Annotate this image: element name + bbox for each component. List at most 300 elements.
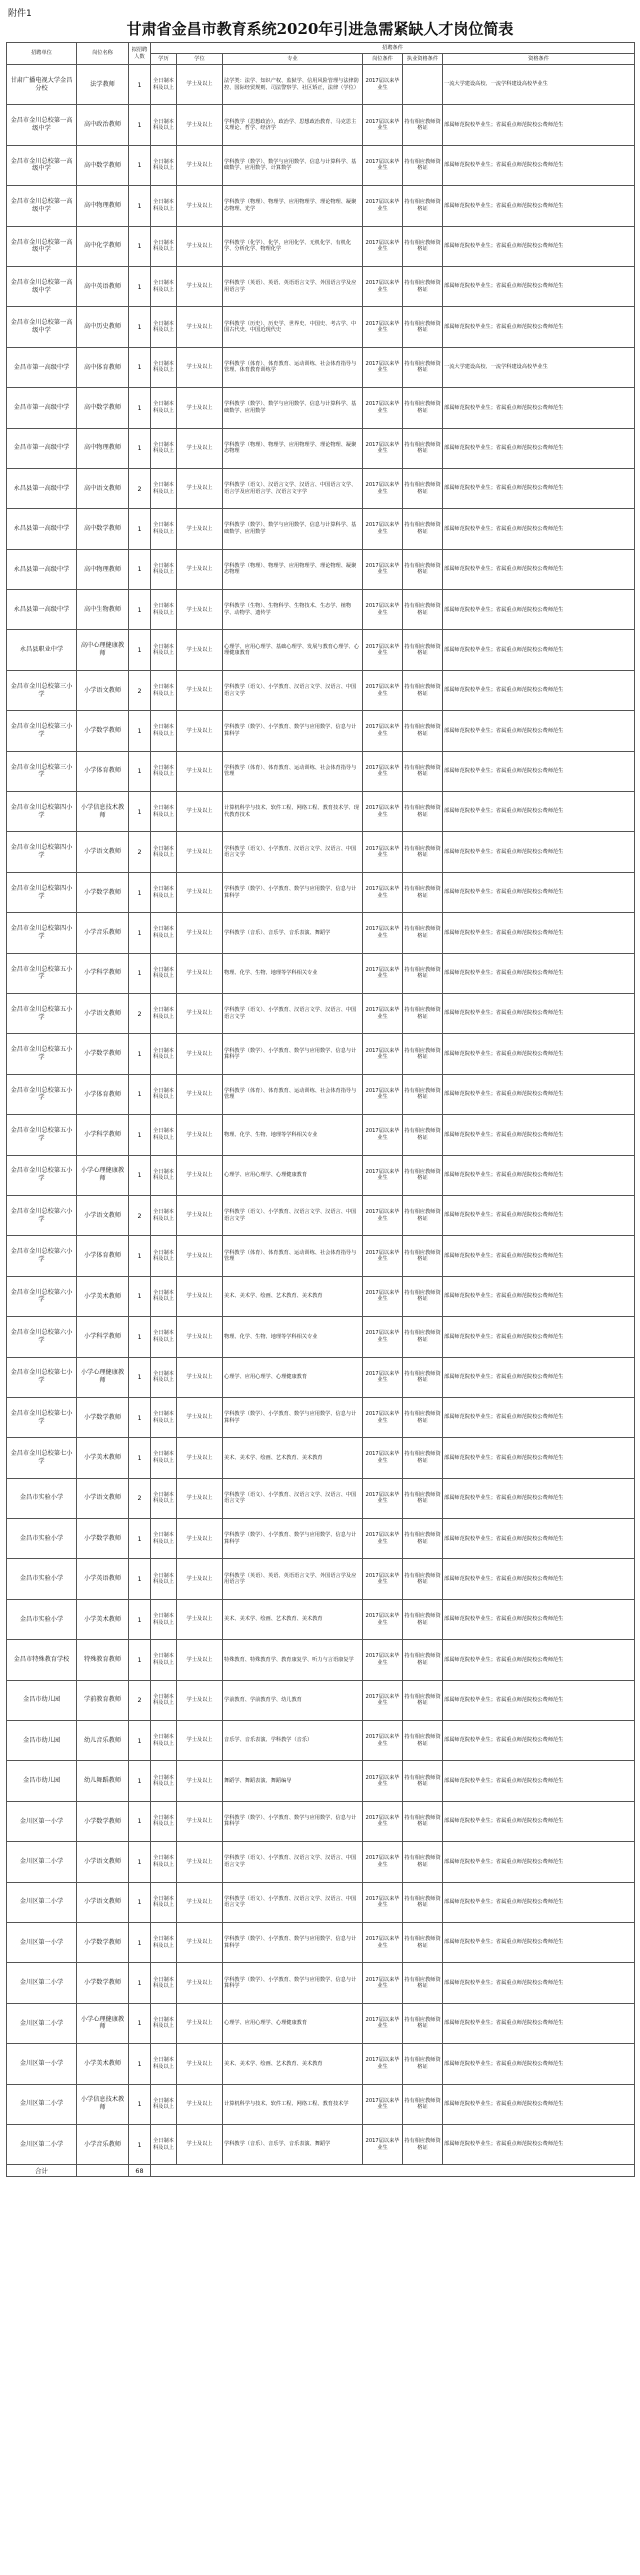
cell-unit: 金昌市金川总校第四小学: [7, 872, 77, 912]
cell-position-condition: 2017届以来毕业生: [363, 1721, 403, 1761]
cell-count: 2: [129, 1680, 151, 1720]
cell-position-condition: 2017届以来毕业生: [363, 65, 403, 105]
cell-position-condition: 2017届以来毕业生: [363, 2044, 403, 2084]
cell-cert: 持有相应教师资格证: [403, 913, 443, 953]
cell-qualification: 部属师范院校毕业生；省属重点师范院校公费师范生: [443, 428, 635, 468]
cell-qualification: 部属师范院校毕业生；省属重点师范院校公费师范生: [443, 1882, 635, 1922]
cell-count: 1: [129, 266, 151, 306]
cell-position-condition: 2017届以来毕业生: [363, 347, 403, 387]
cell-qualification: 部属师范院校毕业生；省属重点师范院校公费师范生: [443, 468, 635, 508]
cell-position-condition: 2017届以来毕业生: [363, 2084, 403, 2124]
cell-position-condition: 2017届以来毕业生: [363, 872, 403, 912]
table-row: [7, 792, 635, 832]
cell-cert: 持有相应教师资格证: [403, 751, 443, 791]
cell-qualification: 部属师范院校毕业生；省属重点师范院校公费师范生: [443, 509, 635, 549]
cell-qualification: 部属师范院校毕业生；省属重点师范院校公费师范生: [443, 2084, 635, 2124]
cell-qualification: 部属师范院校毕业生；省属重点师范院校公费师范生: [443, 1842, 635, 1882]
cell-degree: 学士及以上: [177, 1721, 223, 1761]
cell-major: 特殊教育、特殊教育学、教育康复学、听力与言语康复学: [223, 1640, 363, 1680]
cell-post: 高中数学教师: [77, 145, 129, 185]
cell-count: 1: [129, 1276, 151, 1316]
cell-post: 小学美术教师: [77, 1438, 129, 1478]
table-row: [7, 1721, 635, 1761]
cell-degree: 学士及以上: [177, 1276, 223, 1316]
cell-major: 音乐学、音乐表演、学科教学（音乐）: [223, 1721, 363, 1761]
cell-post: 小学英语教师: [77, 1559, 129, 1599]
cell-unit: 金川区第一小学: [7, 2044, 77, 2084]
cell-major: 学科教学（音乐）、音乐学、音乐表演、舞蹈学: [223, 2124, 363, 2164]
table-row: [7, 1115, 635, 1155]
cell-degree: 学士及以上: [177, 792, 223, 832]
cell-cert: 持有相应教师资格证: [403, 1559, 443, 1599]
cell-qualification: 部属师范院校毕业生；省属重点师范院校公费师范生: [443, 1236, 635, 1276]
cell-education: 全日制本科及以上: [151, 993, 177, 1033]
cell-cert: 持有相应教师资格证: [403, 670, 443, 710]
table-row: [7, 388, 635, 428]
cell-position-condition: 2017届以来毕业生: [363, 1519, 403, 1559]
table-row: [7, 993, 635, 1033]
cell-qualification: 部属师范院校毕业生；省属重点师范院校公费师范生: [443, 307, 635, 347]
cell-qualification: 部属师范院校毕业生；省属重点师范院校公费师范生: [443, 1680, 635, 1720]
cell-unit: 金昌市实验小学: [7, 1478, 77, 1518]
cell-education: 全日制本科及以上: [151, 1438, 177, 1478]
cell-unit: 金昌市金川总校第一高级中学: [7, 186, 77, 226]
cell-cert: 持有相应教师资格证: [403, 145, 443, 185]
cell-position-condition: 2017届以来毕业生: [363, 388, 403, 428]
cell-post: 小学数学教师: [77, 1397, 129, 1437]
header-major: 专业: [223, 54, 363, 65]
cell-degree: 学士及以上: [177, 266, 223, 306]
table-row: [7, 751, 635, 791]
table-row: [7, 1438, 635, 1478]
cell-major: 学科教学（生物）、生物科学、生物技术、生态学、植物学、动物学、遗传学: [223, 590, 363, 630]
table-row: [7, 1680, 635, 1720]
cell-major: 学科教学（物理）、物理学、应用物理学、理论物理、凝聚态物理: [223, 428, 363, 468]
cell-unit: 金昌市金川总校第三小学: [7, 670, 77, 710]
total-spacer: [77, 2165, 129, 2177]
cell-count: 1: [129, 1640, 151, 1680]
cell-cert: 持有相应教师资格证: [403, 509, 443, 549]
cell-unit: 永昌县第一高级中学: [7, 468, 77, 508]
cell-qualification: 部属师范院校毕业生；省属重点师范院校公费师范生: [443, 751, 635, 791]
cell-education: 全日制本科及以上: [151, 1195, 177, 1235]
cell-cert: 持有相应教师资格证: [403, 1317, 443, 1357]
cell-cert: 持有相应教师资格证: [403, 792, 443, 832]
cell-degree: 学士及以上: [177, 1195, 223, 1235]
cell-degree: 学士及以上: [177, 1074, 223, 1114]
header-post: 岗位名称: [77, 43, 129, 65]
cell-degree: 学士及以上: [177, 428, 223, 468]
cell-position-condition: 2017届以来毕业生: [363, 1963, 403, 2003]
cell-unit: 金川区第一小学: [7, 1922, 77, 1962]
cell-cert: 持有相应教师资格证: [403, 1438, 443, 1478]
cell-post: 特殊教育教师: [77, 1640, 129, 1680]
cell-education: 全日制本科及以上: [151, 1397, 177, 1437]
cell-count: 1: [129, 913, 151, 953]
cell-position-condition: 2017届以来毕业生: [363, 428, 403, 468]
cell-qualification: 部属师范院校毕业生；省属重点师范院校公费师范生: [443, 549, 635, 589]
cell-post: 小学音乐教师: [77, 913, 129, 953]
cell-qualification: 部属师范院校毕业生；省属重点师范院校公费师范生: [443, 832, 635, 872]
total-label: 合计: [7, 2165, 77, 2177]
cell-position-condition: 2017届以来毕业生: [363, 1155, 403, 1195]
table-row: [7, 1963, 635, 2003]
cell-education: 全日制本科及以上: [151, 307, 177, 347]
table-row: [7, 1599, 635, 1639]
table-row: [7, 1276, 635, 1316]
cell-major: 美术、美术学、绘画、艺术教育、美术教育: [223, 1599, 363, 1639]
cell-major: 学科教学（数学）、数学与应用数学、信息与计算科学、基础数学、应用数学: [223, 388, 363, 428]
cell-degree: 学士及以上: [177, 468, 223, 508]
cell-degree: 学士及以上: [177, 347, 223, 387]
cell-qualification: 部属师范院校毕业生；省属重点师范院校公费师范生: [443, 1963, 635, 2003]
cell-qualification: 部属师范院校毕业生；省属重点师范院校公费师范生: [443, 1922, 635, 1962]
cell-position-condition: 2017届以来毕业生: [363, 145, 403, 185]
cell-major: 学科教学（数学）、小学教育、数学与应用数学、信息与计算科学: [223, 1034, 363, 1074]
cell-unit: 金川区第二小学: [7, 1882, 77, 1922]
table-row: [7, 1357, 635, 1397]
table-row: [7, 670, 635, 710]
cell-position-condition: 2017届以来毕业生: [363, 1801, 403, 1841]
cell-major: 学科教学（语文）、汉语言文学、汉语言、中国语言文学、语言学及应用语言学、汉语言文字学: [223, 468, 363, 508]
cell-unit: 金昌市金川总校第一高级中学: [7, 145, 77, 185]
cell-count: 1: [129, 2044, 151, 2084]
cell-degree: 学士及以上: [177, 1801, 223, 1841]
cell-position-condition: 2017届以来毕业生: [363, 266, 403, 306]
table-row: [7, 1882, 635, 1922]
cell-education: 全日制本科及以上: [151, 2044, 177, 2084]
table-row: [7, 832, 635, 872]
cell-degree: 学士及以上: [177, 1761, 223, 1801]
cell-position-condition: 2017届以来毕业生: [363, 993, 403, 1033]
cell-position-condition: 2017届以来毕业生: [363, 832, 403, 872]
cell-qualification: 部属师范院校毕业生；省属重点师范院校公费师范生: [443, 1519, 635, 1559]
cell-major: 计算机科学与技术、软件工程、网络工程、教育技术学、现代教育技术: [223, 792, 363, 832]
cell-qualification: 部属师范院校毕业生；省属重点师范院校公费师范生: [443, 953, 635, 993]
cell-qualification: 部属师范院校毕业生；省属重点师范院校公费师范生: [443, 2124, 635, 2164]
header-count: 拟招聘人数: [129, 43, 151, 65]
cell-unit: 金昌市金川总校第一高级中学: [7, 105, 77, 145]
cell-qualification: 一流大学建设高校、一流学科建设高校毕业生: [443, 65, 635, 105]
cell-major: 学科教学（历史）、历史学、世界史、中国史、考古学、中国古代史、中国近现代史: [223, 307, 363, 347]
cell-qualification: 部属师范院校毕业生；省属重点师范院校公费师范生: [443, 1559, 635, 1599]
cell-degree: 学士及以上: [177, 630, 223, 670]
cell-post: 高中历史教师: [77, 307, 129, 347]
cell-qualification: 一流大学建设高校、一流学科建设高校毕业生: [443, 347, 635, 387]
cell-position-condition: 2017届以来毕业生: [363, 1640, 403, 1680]
cell-position-condition: 2017届以来毕业生: [363, 1276, 403, 1316]
cell-qualification: 部属师范院校毕业生；省属重点师范院校公费师范生: [443, 2003, 635, 2043]
cell-qualification: 部属师范院校毕业生；省属重点师范院校公费师范生: [443, 1357, 635, 1397]
cell-qualification: 部属师范院校毕业生；省属重点师范院校公费师范生: [443, 266, 635, 306]
table-row: [7, 1195, 635, 1235]
cell-unit: 金昌市第一高级中学: [7, 347, 77, 387]
table-row: [7, 1478, 635, 1518]
total-row: [7, 2165, 635, 2177]
cell-major: 学科教学（物理）、物理学、应用物理学、理论物理、凝聚态物理: [223, 549, 363, 589]
cell-unit: 金昌市金川总校第六小学: [7, 1236, 77, 1276]
cell-post: 小学科学教师: [77, 1317, 129, 1357]
cell-post: 小学数学教师: [77, 711, 129, 751]
cell-post: 小学语文教师: [77, 993, 129, 1033]
cell-unit: 金昌市实验小学: [7, 1519, 77, 1559]
cell-post: 幼儿舞蹈教师: [77, 1761, 129, 1801]
table-row: [7, 1640, 635, 1680]
cell-count: 1: [129, 509, 151, 549]
cell-cert: [403, 65, 443, 105]
cell-education: 全日制本科及以上: [151, 266, 177, 306]
cell-count: 1: [129, 65, 151, 105]
cell-qualification: 部属师范院校毕业生；省属重点师范院校公费师范生: [443, 1599, 635, 1639]
cell-qualification: 部属师范院校毕业生；省属重点师范院校公费师范生: [443, 1801, 635, 1841]
cell-count: 1: [129, 1074, 151, 1114]
cell-unit: 金昌市第一高级中学: [7, 428, 77, 468]
cell-degree: 学士及以上: [177, 1478, 223, 1518]
cell-degree: 学士及以上: [177, 1519, 223, 1559]
cell-cert: 持有相应教师资格证: [403, 711, 443, 751]
cell-post: 小学体育教师: [77, 1074, 129, 1114]
cell-position-condition: 2017届以来毕业生: [363, 1236, 403, 1276]
cell-education: 全日制本科及以上: [151, 670, 177, 710]
cell-education: 全日制本科及以上: [151, 1074, 177, 1114]
cell-post: 小学心理健康教师: [77, 1357, 129, 1397]
cell-position-condition: 2017届以来毕业生: [363, 1115, 403, 1155]
cell-major: 美术、美术学、绘画、艺术教育、美术教育: [223, 2044, 363, 2084]
cell-major: 物理、化学、生物、地理等学科相关专业: [223, 953, 363, 993]
cell-cert: 持有相应教师资格证: [403, 1155, 443, 1195]
cell-major: 学科教学（数学）、数学与应用数学、信息与计算科学、基础数学、应用数学、计算数学: [223, 145, 363, 185]
table-row: [7, 105, 635, 145]
cell-degree: 学士及以上: [177, 1317, 223, 1357]
cell-post: 小学数学教师: [77, 1034, 129, 1074]
cell-qualification: 部属师范院校毕业生；省属重点师范院校公费师范生: [443, 1478, 635, 1518]
cell-education: 全日制本科及以上: [151, 1680, 177, 1720]
cell-post: 高中数学教师: [77, 509, 129, 549]
cell-count: 1: [129, 1155, 151, 1195]
cell-position-condition: 2017届以来毕业生: [363, 711, 403, 751]
cell-unit: 金昌市金川总校第四小学: [7, 792, 77, 832]
cell-qualification: 部属师范院校毕业生；省属重点师范院校公费师范生: [443, 590, 635, 630]
cell-post: 高中物理教师: [77, 428, 129, 468]
cell-degree: 学士及以上: [177, 590, 223, 630]
attachment-label: 附件1: [8, 9, 32, 19]
cell-education: 全日制本科及以上: [151, 1842, 177, 1882]
cell-degree: 学士及以上: [177, 1882, 223, 1922]
cell-count: 1: [129, 388, 151, 428]
cell-unit: 金昌市第一高级中学: [7, 388, 77, 428]
cell-education: 全日制本科及以上: [151, 590, 177, 630]
cell-major: 学科教学（化学）、化学、应用化学、无机化学、有机化学、分析化学、物理化学: [223, 226, 363, 266]
cell-count: 1: [129, 1721, 151, 1761]
cell-cert: 持有相应教师资格证: [403, 2044, 443, 2084]
table-row: [7, 65, 635, 105]
cell-count: 1: [129, 186, 151, 226]
cell-post: 小学科学教师: [77, 1115, 129, 1155]
table-row: [7, 266, 635, 306]
cell-major: 物理、化学、生物、地理等学科相关专业: [223, 1317, 363, 1357]
cell-education: 全日制本科及以上: [151, 1922, 177, 1962]
cell-education: 全日制本科及以上: [151, 1115, 177, 1155]
cell-cert: 持有相应教师资格证: [403, 590, 443, 630]
cell-education: 全日制本科及以上: [151, 1519, 177, 1559]
cell-unit: 永昌县职业中学: [7, 630, 77, 670]
cell-cert: 持有相应教师资格证: [403, 630, 443, 670]
table-row: [7, 186, 635, 226]
cell-qualification: 部属师范院校毕业生；省属重点师范院校公费师范生: [443, 388, 635, 428]
cell-cert: 持有相应教师资格证: [403, 1034, 443, 1074]
document-title: 甘肃省金昌市教育系统2020年引进急需紧缺人才岗位简表: [126, 20, 514, 38]
cell-post: 小学语文教师: [77, 1882, 129, 1922]
cell-cert: 持有相应教师资格证: [403, 1761, 443, 1801]
header-degree: 学位: [177, 54, 223, 65]
cell-major: 学科教学（数学）、小学教育、数学与应用数学、信息与计算科学: [223, 1519, 363, 1559]
cell-count: 1: [129, 711, 151, 751]
cell-major: 学科教学（语文）、小学教育、汉语言文学、汉语言、中国语言文学: [223, 1195, 363, 1235]
cell-cert: 持有相应教师资格证: [403, 1397, 443, 1437]
cell-position-condition: 2017届以来毕业生: [363, 1357, 403, 1397]
cell-qualification: 部属师范院校毕业生；省属重点师范院校公费师范生: [443, 630, 635, 670]
cell-unit: 金昌市金川总校第六小学: [7, 1195, 77, 1235]
cell-degree: 学士及以上: [177, 65, 223, 105]
cell-education: 全日制本科及以上: [151, 1478, 177, 1518]
cell-degree: 学士及以上: [177, 388, 223, 428]
cell-major: 心理学、应用心理学、心理健康教育: [223, 1357, 363, 1397]
cell-education: 全日制本科及以上: [151, 1155, 177, 1195]
cell-count: 1: [129, 145, 151, 185]
cell-position-condition: 2017届以来毕业生: [363, 307, 403, 347]
cell-major: 学科教学（思想政治）、政治学、思想政治教育、马克思主义理论、哲学、经济学: [223, 105, 363, 145]
cell-major: 学科教学（数学）、数学与应用数学、信息与计算科学、基础数学、应用数学: [223, 509, 363, 549]
cell-post: 高中政治教师: [77, 105, 129, 145]
cell-education: 全日制本科及以上: [151, 105, 177, 145]
cell-degree: 学士及以上: [177, 1599, 223, 1639]
cell-cert: 持有相应教师资格证: [403, 105, 443, 145]
table-row: [7, 1922, 635, 1962]
cell-major: 学科教学（数学）、小学教育、数学与应用数学、信息与计算科学: [223, 711, 363, 751]
cell-degree: 学士及以上: [177, 2044, 223, 2084]
cell-degree: 学士及以上: [177, 993, 223, 1033]
cell-education: 全日制本科及以上: [151, 226, 177, 266]
cell-count: 1: [129, 1761, 151, 1801]
cell-major: 学科教学（体育）、体育教育、运动训练、社会体育指导与管理: [223, 1074, 363, 1114]
cell-unit: 金昌市金川总校第六小学: [7, 1317, 77, 1357]
cell-qualification: 部属师范院校毕业生；省属重点师范院校公费师范生: [443, 792, 635, 832]
cell-major: 学科教学（数学）、小学教育、数学与应用数学、信息与计算科学: [223, 1963, 363, 2003]
table-row: [7, 1519, 635, 1559]
cell-cert: 持有相应教师资格证: [403, 1882, 443, 1922]
cell-cert: 持有相应教师资格证: [403, 549, 443, 589]
cell-post: 高中英语教师: [77, 266, 129, 306]
cell-qualification: 部属师范院校毕业生；省属重点师范院校公费师范生: [443, 1317, 635, 1357]
cell-education: 全日制本科及以上: [151, 1317, 177, 1357]
cell-position-condition: 2017届以来毕业生: [363, 509, 403, 549]
table-row: [7, 226, 635, 266]
cell-count: 2: [129, 1478, 151, 1518]
cell-major: 学科教学（物理）、物理学、应用物理学、理论物理、凝聚态物理、光学: [223, 186, 363, 226]
cell-degree: 学士及以上: [177, 1397, 223, 1437]
cell-cert: 持有相应教师资格证: [403, 1074, 443, 1114]
cell-major: 学科教学（语文）、小学教育、汉语言文学、汉语言、中国语言文学: [223, 1882, 363, 1922]
cell-cert: 持有相应教师资格证: [403, 468, 443, 508]
cell-cert: 持有相应教师资格证: [403, 1599, 443, 1639]
cell-qualification: 部属师范院校毕业生；省属重点师范院校公费师范生: [443, 1155, 635, 1195]
cell-qualification: 部属师范院校毕业生；省属重点师范院校公费师范生: [443, 1438, 635, 1478]
cell-degree: 学士及以上: [177, 953, 223, 993]
cell-post: 学前教育教师: [77, 1680, 129, 1720]
cell-degree: 学士及以上: [177, 1963, 223, 2003]
total-count: 68: [129, 2165, 151, 2177]
cell-unit: 金昌市实验小学: [7, 1599, 77, 1639]
cell-cert: 持有相应教师资格证: [403, 1115, 443, 1155]
cell-qualification: 部属师范院校毕业生；省属重点师范院校公费师范生: [443, 1074, 635, 1114]
cell-position-condition: 2017届以来毕业生: [363, 1761, 403, 1801]
cell-education: 全日制本科及以上: [151, 145, 177, 185]
cell-qualification: 部属师范院校毕业生；省属重点师范院校公费师范生: [443, 1034, 635, 1074]
table-row: [7, 1761, 635, 1801]
cell-count: 1: [129, 1317, 151, 1357]
cell-cert: 持有相应教师资格证: [403, 1922, 443, 1962]
cell-cert: 持有相应教师资格证: [403, 1195, 443, 1235]
cell-post: 小学体育教师: [77, 1236, 129, 1276]
cell-cert: 持有相应教师资格证: [403, 832, 443, 872]
table-row: [7, 590, 635, 630]
cell-degree: 学士及以上: [177, 1680, 223, 1720]
cell-education: 全日制本科及以上: [151, 792, 177, 832]
cell-major: 学科教学（体育）、体育教育、运动训练、社会体育指导与管理: [223, 751, 363, 791]
cell-major: 学科教学（语文）、小学教育、汉语言文学、汉语言、中国语言文学: [223, 993, 363, 1033]
cell-education: 全日制本科及以上: [151, 186, 177, 226]
cell-count: 1: [129, 1357, 151, 1397]
cell-unit: 金昌市金川总校第五小学: [7, 1115, 77, 1155]
cell-position-condition: 2017届以来毕业生: [363, 1478, 403, 1518]
table-row: [7, 630, 635, 670]
cell-education: 全日制本科及以上: [151, 1963, 177, 2003]
cell-degree: 学士及以上: [177, 751, 223, 791]
cell-unit: 金昌市金川总校第五小学: [7, 1034, 77, 1074]
cell-qualification: 部属师范院校毕业生；省属重点师范院校公费师范生: [443, 872, 635, 912]
cell-cert: 持有相应教师资格证: [403, 307, 443, 347]
cell-education: 全日制本科及以上: [151, 347, 177, 387]
cell-post: 高中心理健康教师: [77, 630, 129, 670]
cell-unit: 金昌市金川总校第一高级中学: [7, 307, 77, 347]
cell-unit: 金昌市金川总校第五小学: [7, 1074, 77, 1114]
cell-qualification: 部属师范院校毕业生；省属重点师范院校公费师范生: [443, 226, 635, 266]
cell-position-condition: 2017届以来毕业生: [363, 670, 403, 710]
cell-unit: 金昌市特殊教育学校: [7, 1640, 77, 1680]
cell-education: 全日制本科及以上: [151, 2003, 177, 2043]
cell-position-condition: 2017届以来毕业生: [363, 1397, 403, 1437]
cell-position-condition: 2017届以来毕业生: [363, 953, 403, 993]
cell-education: 全日制本科及以上: [151, 388, 177, 428]
cell-major: 学科教学（语文）、小学教育、汉语言文学、汉语言、中国语言文学: [223, 1478, 363, 1518]
cell-unit: 金昌市金川总校第三小学: [7, 711, 77, 751]
cell-cert: 持有相应教师资格证: [403, 1276, 443, 1316]
cell-major: 美术、美术学、绘画、艺术教育、美术教育: [223, 1438, 363, 1478]
cell-education: 全日制本科及以上: [151, 509, 177, 549]
cell-position-condition: 2017届以来毕业生: [363, 1882, 403, 1922]
cell-degree: 学士及以上: [177, 1438, 223, 1478]
cell-education: 全日制本科及以上: [151, 630, 177, 670]
cell-unit: 金昌市金川总校第一高级中学: [7, 226, 77, 266]
cell-major: 学前教育、学前教育学、幼儿教育: [223, 1680, 363, 1720]
cell-cert: 持有相应教师资格证: [403, 993, 443, 1033]
cell-major: 学科教学（语文）、小学教育、汉语言文学、汉语言、中国语言文学: [223, 1842, 363, 1882]
cell-count: 2: [129, 468, 151, 508]
table-body: [7, 65, 635, 2165]
cell-count: 1: [129, 630, 151, 670]
cell-education: 全日制本科及以上: [151, 1357, 177, 1397]
cell-qualification: 部属师范院校毕业生；省属重点师范院校公费师范生: [443, 1640, 635, 1680]
